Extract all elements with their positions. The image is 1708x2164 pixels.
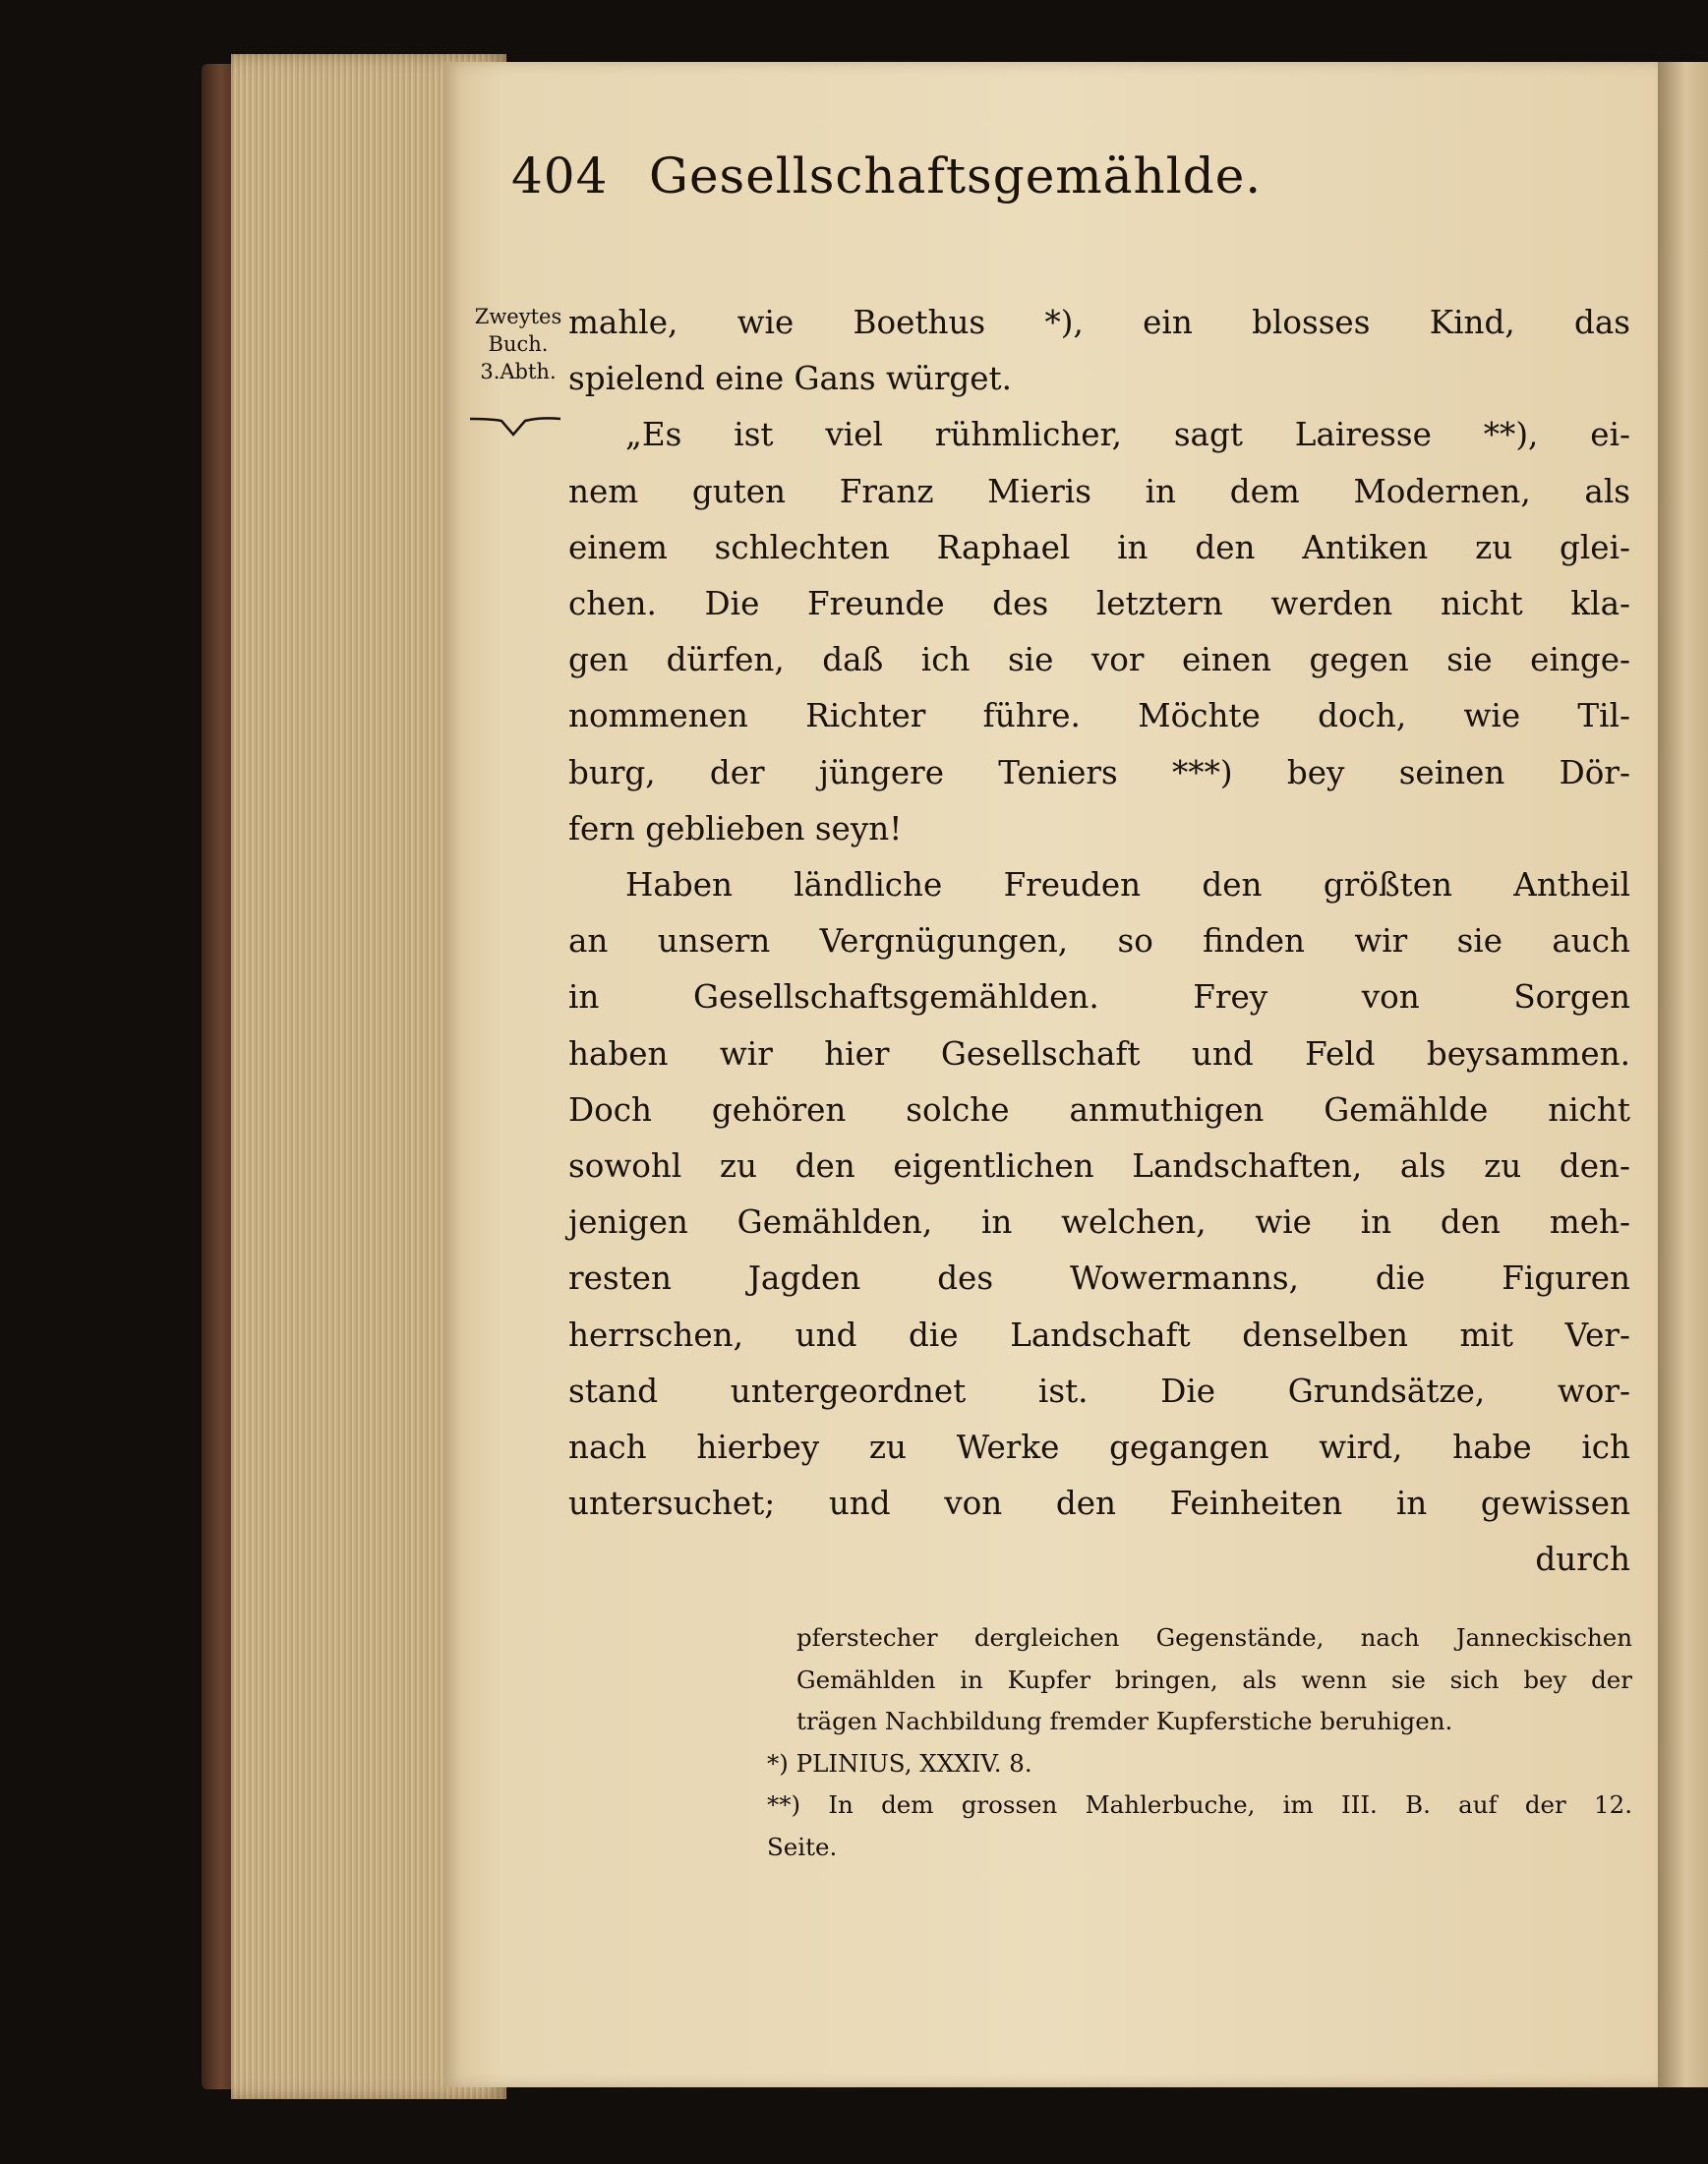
body-line: einem schlechten Raphael in den Antiken zu glei- (568, 528, 1630, 566)
body-line: Haben ländliche Freuden den größten Antheil (625, 866, 1630, 905)
footnotes (767, 1617, 1632, 1868)
body-line: nem guten Franz Mieris in dem Modernen, als (568, 472, 1630, 510)
body-line: nach hierbey zu Werke gegangen wird, habe ich (568, 1429, 1630, 1467)
body-line: untersuchet; und von den Feinheiten in gewissen (568, 1485, 1630, 1523)
body-line: „Es ist viel rühmlicher, sagt Lairesse **), ei- (625, 416, 1630, 454)
body-line: gen dürfen, daß ich sie vor einen gegen sie einge- (568, 641, 1630, 679)
page-number: 404 (511, 147, 609, 205)
footnote-line: Gemählden in Kupfer bringen, als wenn sie sich bey der (796, 1665, 1632, 1694)
footnote-line: pferstecher dergleichen Gegenstände, nach Janneckischen (796, 1623, 1632, 1652)
margin-note-line: 3.Abth. (480, 360, 557, 383)
footnote-line: trägen Nachbildung fremder Kupferstiche beruhigen. (796, 1707, 1453, 1735)
body-line: herrschen, und die Landschaft denselben mit Ver- (568, 1316, 1630, 1354)
body-line: an unsern Vergnügungen, so finden wir sie auch (568, 922, 1630, 961)
book-gutter (1658, 62, 1708, 2087)
footnote-plinius: *) PLINIUS, XXXIV. 8. (767, 1748, 1032, 1778)
margin-note-line: Zweytes (474, 305, 562, 328)
body-text (568, 295, 1630, 1589)
body-line: fern geblieben seyn! (568, 809, 903, 848)
body-line: resten Jagden des Wowermanns, die Figuren (568, 1259, 1630, 1298)
margin-note (464, 303, 572, 385)
body-line: spielend eine Gans würget. (568, 360, 1013, 398)
running-title: Gesellschaftsgemählde. (649, 147, 1263, 205)
margin-bracket (462, 413, 580, 442)
margin-note-line: Buch. (488, 332, 549, 356)
running-header (511, 147, 1298, 226)
footnote-lairesse: **) In dem grossen Mahlerbuche, im III. B. auf der 12. (767, 1790, 1632, 1819)
body-line: in Gesellschaftsgemählden. Frey von Sorgen (568, 978, 1630, 1017)
body-line: burg, der jüngere Teniers ***) bey seinen Dör- (568, 753, 1630, 791)
body-line: chen. Die Freunde des letztern werden nicht kla- (568, 585, 1630, 623)
body-line: jenigen Gemählden, in welchen, wie in den meh- (568, 1203, 1630, 1242)
body-line: mahle, wie Boethus *), ein blosses Kind, das (568, 304, 1630, 341)
body-line: Doch gehören solche anmuthigen Gemählde nicht (568, 1090, 1630, 1129)
body-line: sowohl zu den eigentlichen Landschaften, als zu den- (568, 1147, 1630, 1186)
body-line: nommenen Richter führe. Möchte doch, wie Til- (568, 697, 1630, 735)
catchword: durch (1535, 1541, 1630, 1579)
body-line: stand untergeordnet ist. Die Grundsätze, wor- (568, 1372, 1630, 1410)
footnote-line: Seite. (767, 1832, 838, 1861)
body-line: haben wir hier Gesellschaft und Feld beysammen. (568, 1034, 1630, 1073)
